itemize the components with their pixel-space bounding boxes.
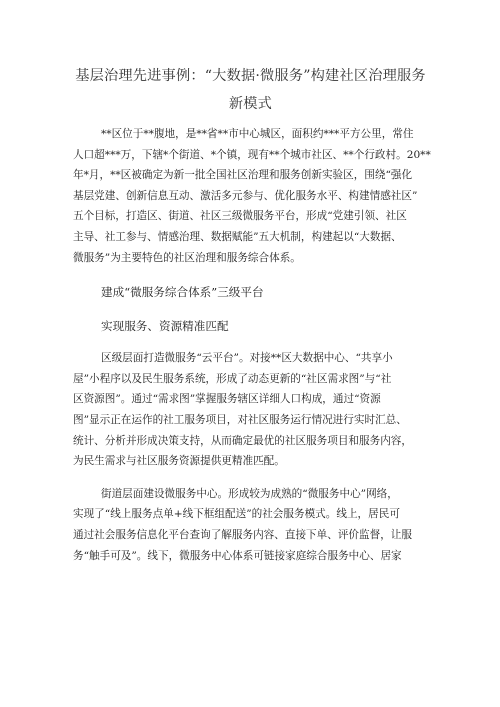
text-line: 五个目标，打造区、街道、社区三级微服务平台，形成“党建引领、社区 bbox=[73, 210, 407, 223]
text-line: 街道层面建设微服务中心。形成较为成熟的“微服务中心”网络， bbox=[101, 487, 398, 500]
title-line-1: 基层治理先进事例：“大数据·微服务”构建社区治理服务 bbox=[75, 68, 426, 84]
document-title bbox=[73, 62, 428, 118]
text-line: 为民生需求与社区服务资源提供更精准匹配。 bbox=[73, 455, 285, 468]
text-line: 年*月，**区被确定为新一批全国社区治理和服务创新实验区，围绕“强化 bbox=[73, 169, 413, 182]
text-line: 主导、社工参与、情感治理、数据赋能”五大机制，构建起以“大数据、 bbox=[73, 230, 402, 243]
text-line: 图”显示正在运作的社工服务项目，对社区服务运行情况进行实时汇总、 bbox=[73, 413, 407, 426]
text-line: 屋”小程序以及民生服务系统，形成了动态更新的“社区需求图”与“社 bbox=[73, 372, 392, 385]
intro-paragraph bbox=[73, 124, 431, 268]
title-line-2: 新模式 bbox=[228, 96, 273, 112]
text-line: 人口超***万，下辖*个街道、*个镇，现有**个城市社区、**个行政村。20** bbox=[73, 148, 431, 161]
spacer bbox=[73, 472, 428, 484]
spacer bbox=[73, 268, 428, 282]
body-paragraph-street bbox=[73, 484, 428, 566]
text-line: 区资源图”。通过“需求图”掌握服务辖区详细人口构成，通过“资源 bbox=[73, 393, 381, 406]
subsection-heading: 实现服务、资源精准匹配 bbox=[101, 319, 229, 334]
spacer bbox=[73, 336, 428, 348]
text-line: 务“触手可及”。线下，微服务中心体系可链接家庭综合服务中心、居家 bbox=[73, 549, 402, 562]
text-line: **区位于**腹地，是**省**市中心城区，面积约***平方公里，常住 bbox=[101, 128, 414, 140]
text-line: 基层党建、创新信息互动、激活多元参与、优化服务水平、构建情感社区” bbox=[73, 189, 418, 202]
text-line: 统计、分析并形成决策支持，从而确定最优的社区服务项目和服务内容， bbox=[73, 434, 412, 447]
section-heading: 建成“微服务综合体系”三级平台 bbox=[101, 285, 264, 300]
text-line: 实现了“线上服务点单+线下框组配送”的社会服务模式。线上，居民可 bbox=[73, 508, 400, 521]
body-paragraph-district bbox=[73, 348, 428, 472]
text-line: 微服务”为主要特色的社区治理和服务综合体系。 bbox=[73, 251, 301, 264]
text-line: 通过社会服务信息化平台查询了解服务内容、直接下单、评价监督，让服 bbox=[73, 528, 412, 541]
spacer bbox=[73, 302, 428, 316]
text-line: 区级层面打造微服务“云平台”。对接**区大数据中心、“共享小 bbox=[101, 352, 393, 365]
